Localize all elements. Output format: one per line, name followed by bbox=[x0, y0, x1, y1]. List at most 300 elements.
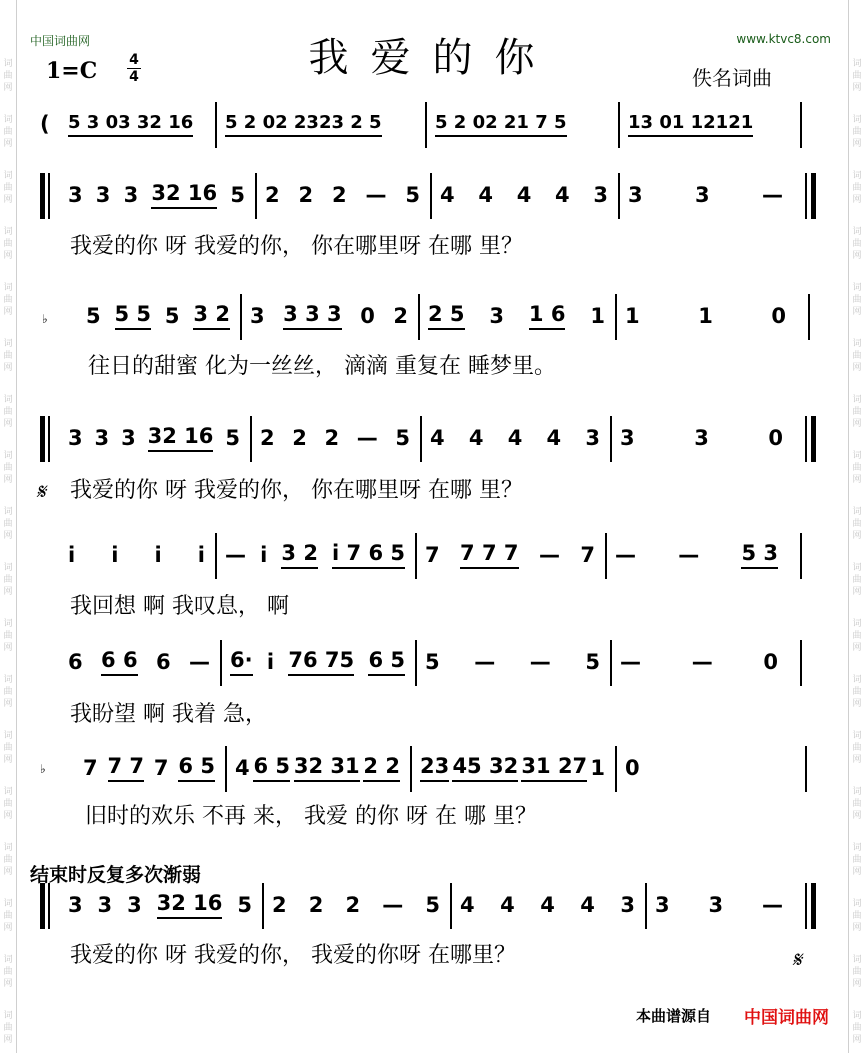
watermark-char: 网 bbox=[852, 363, 862, 373]
watermark-char: 网 bbox=[852, 811, 862, 821]
watermark-char: 曲 bbox=[3, 743, 13, 753]
measure-notes bbox=[620, 642, 778, 682]
watermark-char: 网 bbox=[852, 251, 862, 261]
note: 5 2 02 21 7 5 bbox=[435, 112, 567, 137]
note: 6 5 bbox=[368, 648, 405, 676]
watermark-char: 词 bbox=[3, 59, 13, 69]
note: 2 bbox=[272, 893, 287, 917]
note: 32 16 bbox=[148, 424, 214, 452]
note: 3 bbox=[628, 183, 643, 207]
note: 5 bbox=[425, 650, 440, 674]
measure-notes bbox=[420, 748, 605, 788]
note: — bbox=[538, 543, 560, 567]
bar-line bbox=[215, 533, 217, 579]
watermark-char: 网 bbox=[852, 531, 862, 541]
note: 1 bbox=[590, 304, 605, 328]
note: 3 3 3 bbox=[283, 302, 341, 330]
note: 5 bbox=[585, 650, 600, 674]
watermark-char: 词 bbox=[3, 115, 13, 125]
watermark-stamp bbox=[849, 170, 865, 206]
watermark-char: 曲 bbox=[3, 687, 13, 697]
note: 4 bbox=[546, 426, 562, 450]
watermark-char: 曲 bbox=[852, 855, 862, 865]
watermark-char: 网 bbox=[3, 923, 13, 933]
bar-line bbox=[215, 102, 217, 148]
watermark-char: 网 bbox=[852, 475, 862, 485]
watermark-stamp bbox=[0, 506, 16, 542]
watermark-char: 词 bbox=[3, 227, 13, 237]
lyrics-line: 我盼望 啊 我着 急， bbox=[70, 701, 267, 727]
note: 4 bbox=[540, 893, 555, 917]
measure-notes bbox=[625, 296, 786, 336]
watermark-char: 词 bbox=[3, 619, 13, 629]
bar-line bbox=[618, 102, 620, 148]
watermark-char: 词 bbox=[852, 955, 862, 965]
watermark-char: 网 bbox=[3, 419, 13, 429]
note: i bbox=[260, 543, 268, 567]
watermark-char: 词 bbox=[852, 339, 862, 349]
watermark-char: 网 bbox=[852, 643, 862, 653]
watermark-stamp bbox=[849, 618, 865, 654]
watermark-char: 词 bbox=[3, 171, 13, 181]
watermark-char: 词 bbox=[852, 283, 862, 293]
watermark-char: 曲 bbox=[3, 967, 13, 977]
note: 0 bbox=[763, 650, 778, 674]
note: 32 31 bbox=[294, 754, 360, 782]
note: 3 bbox=[68, 426, 83, 450]
note: i bbox=[111, 543, 119, 567]
watermark-char: 网 bbox=[3, 867, 13, 877]
note: 2 bbox=[265, 183, 280, 207]
repeat-start-thin-bar bbox=[48, 173, 50, 219]
measure-notes bbox=[425, 642, 600, 682]
repeat-instruction: 结束时反复多次渐弱 bbox=[30, 864, 202, 886]
bar-line bbox=[418, 294, 420, 340]
watermark-char: 词 bbox=[852, 675, 862, 685]
watermark-char: 词 bbox=[852, 59, 862, 69]
note: 7 bbox=[580, 543, 595, 567]
watermark-char: 网 bbox=[3, 1035, 13, 1045]
note: 7 bbox=[83, 756, 98, 780]
note: i bbox=[197, 543, 205, 567]
watermark-stamp bbox=[849, 282, 865, 318]
watermark-char: 网 bbox=[3, 755, 13, 765]
note: 5 3 bbox=[741, 541, 778, 569]
composer-credit: 佚名词曲 bbox=[692, 66, 772, 90]
watermark-stamp bbox=[0, 898, 16, 934]
key-change-mark: ♭ bbox=[40, 762, 46, 776]
note: — bbox=[356, 426, 378, 450]
watermark-char: 曲 bbox=[852, 463, 862, 473]
watermark-char: 词 bbox=[3, 451, 13, 461]
note: 3 bbox=[695, 183, 710, 207]
note: i 7 6 5 bbox=[332, 541, 405, 569]
watermark-stamp bbox=[0, 450, 16, 486]
measure-notes bbox=[460, 885, 635, 925]
watermark-stamp bbox=[849, 506, 865, 542]
note: 2 bbox=[298, 183, 314, 207]
watermark-char: 曲 bbox=[3, 855, 13, 865]
watermark-char: 词 bbox=[852, 899, 862, 909]
watermark-stamp bbox=[0, 618, 16, 654]
watermark-char: 曲 bbox=[3, 463, 13, 473]
note: 4 bbox=[516, 183, 532, 207]
note: 2 bbox=[332, 183, 347, 207]
watermark-stamp bbox=[0, 786, 16, 822]
lyrics-line: 旧时的欢乐 不再 来， 我爱 的你 呀 在 哪 里？ bbox=[85, 803, 537, 829]
note: 3 bbox=[250, 304, 265, 328]
watermark-char: 网 bbox=[3, 979, 13, 989]
watermark-char: 网 bbox=[852, 867, 862, 877]
note: — bbox=[188, 650, 210, 674]
watermark-stamp bbox=[849, 786, 865, 822]
note: 7 bbox=[153, 756, 169, 780]
measure-notes bbox=[440, 175, 608, 215]
measure-notes bbox=[615, 535, 778, 575]
repeat-end-bar bbox=[811, 883, 816, 929]
watermark-char: 网 bbox=[852, 699, 862, 709]
watermark-char: 网 bbox=[852, 979, 862, 989]
note: 3 2 bbox=[193, 302, 230, 330]
note: 4 bbox=[460, 893, 475, 917]
watermark-char: 网 bbox=[852, 139, 862, 149]
note: 2 2 bbox=[363, 754, 400, 782]
note: 3 bbox=[620, 426, 635, 450]
measure-notes bbox=[272, 885, 440, 925]
note: 5 bbox=[225, 426, 240, 450]
measure-notes bbox=[430, 418, 600, 458]
watermark-stamp bbox=[849, 450, 865, 486]
note: 5 bbox=[425, 893, 440, 917]
note: 2 bbox=[308, 893, 324, 917]
watermark-char: 网 bbox=[852, 923, 862, 933]
time-signature-top: 4 bbox=[129, 52, 139, 68]
watermark-char: 词 bbox=[3, 843, 13, 853]
note: 3 bbox=[655, 893, 670, 917]
watermark-char: 词 bbox=[852, 395, 862, 405]
measure-notes bbox=[260, 418, 410, 458]
watermark-char: 曲 bbox=[3, 1023, 13, 1033]
repeat-start-bar bbox=[40, 416, 45, 462]
bar-line bbox=[450, 883, 452, 929]
note: 5 bbox=[230, 183, 245, 207]
watermark-char: 网 bbox=[3, 811, 13, 821]
note: i bbox=[68, 543, 76, 567]
note: 3 bbox=[127, 893, 142, 917]
note: 45 32 bbox=[452, 754, 518, 782]
watermark-char: 词 bbox=[852, 227, 862, 237]
note: 3 bbox=[694, 426, 709, 450]
watermark-char: 曲 bbox=[852, 799, 862, 809]
note: — bbox=[691, 650, 713, 674]
note: 3 bbox=[94, 426, 110, 450]
bar-line bbox=[645, 883, 647, 929]
note: 5 3 03 32 16 bbox=[68, 112, 193, 137]
note: 3 bbox=[620, 893, 635, 917]
open-paren: ( bbox=[40, 112, 50, 136]
note: 5 bbox=[237, 893, 252, 917]
watermark-stamp bbox=[849, 226, 865, 262]
bar-line bbox=[410, 746, 412, 792]
watermark-char: 曲 bbox=[852, 127, 862, 137]
watermark-char: 词 bbox=[852, 171, 862, 181]
repeat-start-thin-bar bbox=[48, 883, 50, 929]
measure-notes bbox=[83, 748, 215, 788]
lyrics-line: 我爱的你 呀 我爱的你， 你在哪里呀 在哪 里？ bbox=[70, 233, 523, 259]
note: 1 6 bbox=[529, 302, 566, 330]
watermark-char: 词 bbox=[852, 731, 862, 741]
key-change-mark: ♭ bbox=[42, 312, 48, 326]
watermark-stamp bbox=[849, 562, 865, 598]
watermark-char: 曲 bbox=[852, 687, 862, 697]
note: 13 01 12121 bbox=[628, 112, 753, 137]
footer-source-label: 本曲谱源自 bbox=[636, 1007, 712, 1025]
lyrics-line: 往日的甜蜜 化为一丝丝， 滴滴 重复在 睡梦里。 bbox=[88, 353, 556, 379]
note: 4 bbox=[468, 426, 484, 450]
note: 5 2 02 2323 2 5 bbox=[225, 112, 382, 137]
segno-sign: 𝄋 bbox=[36, 480, 46, 505]
note: — bbox=[762, 183, 783, 207]
note: 3 bbox=[585, 426, 600, 450]
watermark-char: 词 bbox=[852, 619, 862, 629]
watermark-char: 词 bbox=[3, 675, 13, 685]
end-bar bbox=[800, 533, 802, 579]
note: 3 bbox=[68, 183, 83, 207]
note: i bbox=[266, 650, 275, 674]
watermark-char: 曲 bbox=[852, 295, 862, 305]
watermark-char: 曲 bbox=[852, 967, 862, 977]
note: 32 16 bbox=[157, 891, 223, 919]
note: 3 bbox=[708, 893, 724, 917]
note: 4 bbox=[507, 426, 523, 450]
note: 2 bbox=[345, 893, 361, 917]
note: 0 bbox=[360, 304, 375, 328]
page-title: 我爱的你 bbox=[308, 35, 557, 81]
measure-notes bbox=[628, 104, 778, 144]
note: — bbox=[529, 650, 551, 674]
watermark-char: 词 bbox=[3, 283, 13, 293]
watermark-stamp bbox=[0, 114, 16, 150]
watermark-char: 曲 bbox=[3, 295, 13, 305]
note: 4 bbox=[500, 893, 515, 917]
measure-notes bbox=[68, 535, 205, 575]
repeat-start-bar bbox=[40, 173, 45, 219]
bar-line bbox=[220, 640, 222, 686]
note: 5 bbox=[405, 183, 420, 207]
watermark-char: 词 bbox=[852, 563, 862, 573]
measure-notes bbox=[425, 535, 595, 575]
note: 6 5 bbox=[178, 754, 215, 782]
watermark-char: 网 bbox=[3, 643, 13, 653]
watermark-stamp bbox=[0, 842, 16, 878]
measure-notes bbox=[628, 175, 783, 215]
note: i bbox=[154, 543, 162, 567]
time-signature-bottom: 4 bbox=[129, 69, 139, 85]
bar-line bbox=[425, 102, 427, 148]
segno-sign: 𝄋 bbox=[792, 948, 802, 973]
note: 6 bbox=[155, 650, 171, 674]
measure-notes bbox=[68, 642, 210, 682]
watermark-char: 网 bbox=[852, 1035, 862, 1045]
watermark-char: 曲 bbox=[852, 407, 862, 417]
end-bar bbox=[800, 102, 802, 148]
watermark-stamp bbox=[0, 1010, 16, 1046]
measure-notes bbox=[68, 418, 240, 458]
time-signature bbox=[127, 52, 141, 85]
end-bar bbox=[808, 294, 810, 340]
measure-notes bbox=[435, 104, 608, 144]
end-bar bbox=[805, 746, 807, 792]
watermark-char: 网 bbox=[852, 195, 862, 205]
watermark-stamp bbox=[0, 226, 16, 262]
site-logo-left: 中国词曲网 bbox=[30, 34, 91, 48]
note: — bbox=[615, 543, 636, 567]
bar-line bbox=[615, 746, 617, 792]
watermark-char: 网 bbox=[3, 139, 13, 149]
watermark-stamp bbox=[849, 842, 865, 878]
watermark-char: 词 bbox=[852, 1011, 862, 1021]
measure-notes bbox=[265, 175, 420, 215]
note: 4 bbox=[555, 183, 570, 207]
note: 4 bbox=[478, 183, 493, 207]
measure-notes bbox=[620, 418, 783, 458]
key-signature: 1=C bbox=[46, 58, 98, 84]
note: 4 bbox=[580, 893, 595, 917]
watermark-char: 曲 bbox=[3, 631, 13, 641]
watermark-char: 词 bbox=[852, 787, 862, 797]
footer-brand: 中国词曲网 bbox=[744, 1008, 829, 1028]
bar-line bbox=[430, 173, 432, 219]
note: 1 bbox=[625, 304, 640, 328]
watermark-stamp bbox=[0, 282, 16, 318]
watermark-char: 网 bbox=[3, 531, 13, 541]
watermark-char: 词 bbox=[3, 395, 13, 405]
watermark-char: 曲 bbox=[852, 351, 862, 361]
note: — bbox=[678, 543, 700, 567]
watermark-char: 曲 bbox=[3, 127, 13, 137]
note: — bbox=[225, 543, 246, 567]
watermark-stamp bbox=[849, 730, 865, 766]
note: 7 7 7 bbox=[460, 541, 518, 569]
note: 0 bbox=[625, 756, 640, 780]
measure-notes bbox=[655, 885, 783, 925]
watermark-stamp bbox=[0, 674, 16, 710]
watermark-char: 词 bbox=[3, 955, 13, 965]
bar-line bbox=[255, 173, 257, 219]
note: 3 bbox=[95, 183, 111, 207]
note: 1 bbox=[590, 756, 605, 780]
note: 2 bbox=[260, 426, 275, 450]
watermark-stamp bbox=[849, 338, 865, 374]
watermark-char: 词 bbox=[852, 451, 862, 461]
note: — bbox=[762, 893, 783, 917]
measure-notes bbox=[68, 175, 245, 215]
note: 3 bbox=[97, 893, 113, 917]
bar-line bbox=[225, 746, 227, 792]
watermark-char: 曲 bbox=[852, 575, 862, 585]
watermark-stamp bbox=[0, 954, 16, 990]
note: 3 bbox=[489, 304, 505, 328]
watermark-char: 词 bbox=[852, 507, 862, 517]
watermark-char: 网 bbox=[3, 699, 13, 709]
note: 5 5 bbox=[115, 302, 152, 330]
watermark-char: 词 bbox=[3, 563, 13, 573]
watermark-char: 网 bbox=[852, 307, 862, 317]
note: — bbox=[620, 650, 641, 674]
watermark-char: 词 bbox=[3, 787, 13, 797]
watermark-char: 词 bbox=[3, 507, 13, 517]
lyrics-line: 我回想 啊 我叹息， 啊 bbox=[70, 593, 289, 619]
note: 3 2 bbox=[281, 541, 318, 569]
watermark-char: 曲 bbox=[852, 519, 862, 529]
measure-notes bbox=[68, 885, 252, 925]
measure-notes bbox=[428, 296, 605, 336]
watermark-char: 曲 bbox=[852, 631, 862, 641]
watermark-char: 网 bbox=[852, 587, 862, 597]
note: — bbox=[474, 650, 496, 674]
watermark-char: 词 bbox=[3, 1011, 13, 1021]
watermark-char: 网 bbox=[3, 587, 13, 597]
watermark-char: 网 bbox=[3, 475, 13, 485]
watermark-char: 词 bbox=[852, 115, 862, 125]
watermark-stamp bbox=[849, 114, 865, 150]
bar-line bbox=[615, 294, 617, 340]
note: 32 16 bbox=[151, 181, 217, 209]
end-bar bbox=[805, 173, 807, 219]
note: 5 bbox=[395, 426, 410, 450]
measure-notes bbox=[86, 296, 230, 336]
watermark-char: 曲 bbox=[852, 911, 862, 921]
watermark-char: 曲 bbox=[852, 71, 862, 81]
note: — bbox=[382, 893, 404, 917]
watermark-char: 网 bbox=[3, 251, 13, 261]
watermark-stamp bbox=[849, 394, 865, 430]
measure-notes bbox=[230, 642, 405, 682]
note: 2 bbox=[324, 426, 340, 450]
note: 3 bbox=[593, 183, 608, 207]
measure-notes bbox=[225, 535, 405, 575]
bar-line bbox=[610, 416, 612, 462]
watermark-char: 曲 bbox=[3, 239, 13, 249]
watermark-stamp bbox=[0, 730, 16, 766]
watermark-stamp bbox=[0, 562, 16, 598]
watermark-char: 词 bbox=[3, 899, 13, 909]
watermark-stamp bbox=[0, 338, 16, 374]
note: 5 bbox=[164, 304, 180, 328]
watermark-stamp bbox=[0, 170, 16, 206]
note: 6· bbox=[230, 648, 253, 676]
lyrics-line: 我爱的你 呀 我爱的你， 你在哪里呀 在哪 里？ bbox=[70, 477, 523, 503]
bar-line bbox=[420, 416, 422, 462]
watermark-char: 网 bbox=[852, 755, 862, 765]
watermark-char: 网 bbox=[852, 419, 862, 429]
watermark-char: 曲 bbox=[3, 799, 13, 809]
bar-line bbox=[415, 533, 417, 579]
watermark-stamp bbox=[849, 674, 865, 710]
watermark-char: 曲 bbox=[3, 911, 13, 921]
watermark-char: 曲 bbox=[3, 71, 13, 81]
repeat-end-bar bbox=[811, 416, 816, 462]
watermark-char: 曲 bbox=[852, 1023, 862, 1033]
watermark-char: 网 bbox=[3, 195, 13, 205]
note: 31 27 bbox=[521, 754, 587, 782]
watermark-stamp bbox=[0, 394, 16, 430]
bar-line bbox=[250, 416, 252, 462]
watermark-char: 网 bbox=[3, 363, 13, 373]
note: 0 bbox=[771, 304, 786, 328]
watermark-char: 词 bbox=[852, 843, 862, 853]
bar-line bbox=[262, 883, 264, 929]
